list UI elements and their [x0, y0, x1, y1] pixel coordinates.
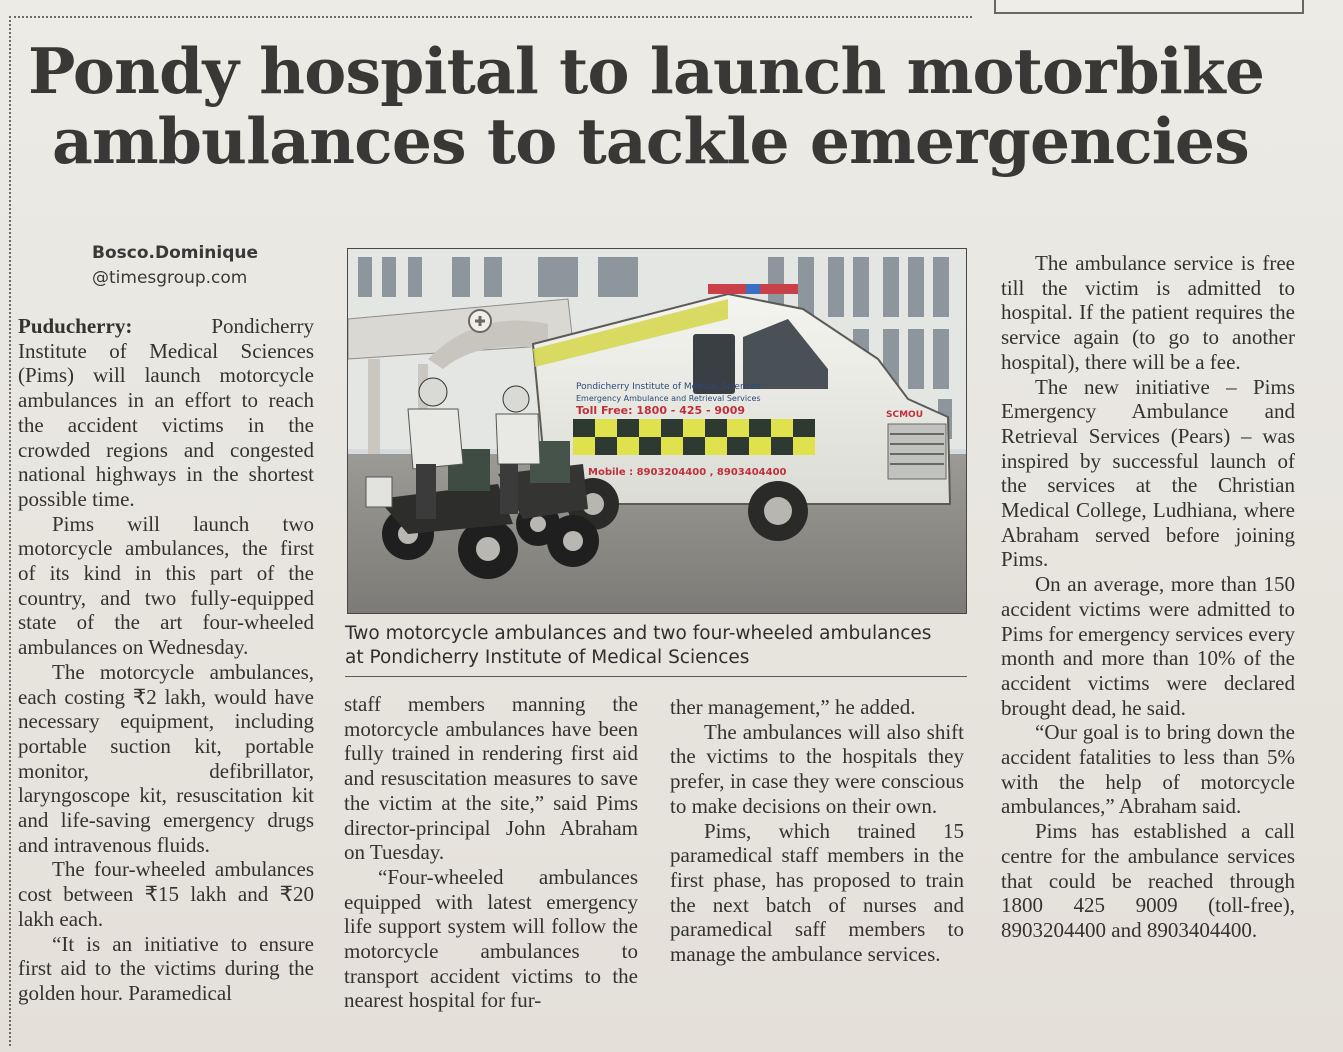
van-mobile: Mobile : 8903204400 , 8903404400 [588, 467, 787, 478]
paragraph: Pims has established a call centre for the ambulance services that could be reached through 1800 425 9009 (toll-free), 8903204400 and 8903404400. [1001, 819, 1295, 942]
paragraph: The ambulances will also shift the victims to the hospitals they prefer, in case they were conscious to make decisions on their own. [670, 719, 964, 818]
news-photo [347, 248, 967, 614]
van-side-label-2: Emergency Ambulance and Retrieval Services [576, 394, 761, 403]
paragraph: Pims, which trained 15 paramedical staff members in the first phase, has proposed to train the next batch of nurses and paramedical saff members to manage the ambulance services. [670, 818, 964, 967]
paragraph-text: Pondicherry Institute of Medical Sciences (Pims) will launch motorcycle ambulances in an effort to reach the accident victims in the crowded regions and congested national highways in the shortest possible time. [18, 314, 314, 511]
dotted-border-top [14, 16, 972, 18]
caption-line-2: at Pondicherry Institute of Medical Sciences [345, 647, 750, 668]
paragraph: On an average, more than 150 accident victims were admitted to Pims for emergency services every month and more than 10% of the accident victims were declared brought dead, he said. [1001, 572, 1295, 720]
paragraph: “Four-wheeled ambulances equipped with latest emergency life support system will follow the motorcycle ambulances to transport accident victims to the nearest hospital for fur- [344, 864, 638, 1013]
paragraph: The ambulance service is free till the victim is admitted to hospital. If the patient requires the service again (to go to another hospital), there will be a fee. [1001, 251, 1295, 374]
paragraph: “It is an initiative to ensure first aid to the victims during the golden hour. Paramedical [18, 931, 314, 1005]
byline-email: @timesgroup.com [92, 268, 248, 288]
article-column-4 [1001, 251, 1295, 943]
paragraph: Pims will launch two motorcycle ambulances, the first of its kind in this part of the country, and two fully-equipped state of the art four-wheeled ambulances on Wednesday. [18, 511, 314, 660]
paragraph: ther management,” he added. [670, 695, 916, 719]
caption-line-1: Two motorcycle ambulances and two four-wheeled ambulances [345, 623, 932, 644]
paragraph [18, 314, 314, 512]
van-side-label: Pondicherry Institute of Medical Sciences [576, 382, 761, 392]
byline-name: Bosco.Dominique [92, 243, 259, 263]
van-toll-free: Toll Free: 1800 - 425 - 9009 [576, 404, 745, 417]
paragraph: The new initiative – Pims Emergency Ambulance and Retrieval Services (Pears) – was inspired by successful launch of the services at the Christian Medical College, Ludhiana, where Abraham served before joining Pims. [1001, 374, 1295, 572]
paragraph: staff members manning the motorcycle ambulances have been fully trained in rendering first aid and resuscitation measures to save the victim at the site,” said Pims director-principal John Abraham on Tuesday. [344, 692, 638, 865]
article-column-3 [670, 695, 964, 967]
byline [92, 241, 332, 291]
headline-line-1: Pondy hospital to launch motorbike [28, 34, 1265, 108]
article-column-1 [18, 314, 314, 1006]
paragraph: The four-wheeled ambulances cost between ₹15 lakh and ₹20 lakh each. [18, 857, 314, 931]
paragraph: The motorcycle ambulances, each costing ₹2 lakh, would have necessary equipment, including portable suction kit, portable monitor, defibrillator, laryngoscope kit, resuscitation kit and life-saving emergency drugs and intravenous fluids. [18, 659, 314, 857]
article-column-2 [344, 692, 638, 1013]
photo-caption [345, 622, 975, 670]
dateline: Puducherry: [18, 314, 133, 338]
ambulance-photo-illustration [348, 249, 966, 613]
van-front-label: SCMOU [886, 410, 924, 420]
caption-rule [345, 676, 967, 677]
paragraph: “Our goal is to bring down the accident fatalities to less than 5% with the help of motorcycle ambulances,” Abraham said. [1001, 720, 1295, 819]
headline-line-2: ambulances to tackle emergencies [52, 104, 1249, 178]
headline [22, 36, 1322, 176]
adjacent-article-box [994, 0, 1304, 14]
dotted-border-left [9, 16, 11, 1046]
